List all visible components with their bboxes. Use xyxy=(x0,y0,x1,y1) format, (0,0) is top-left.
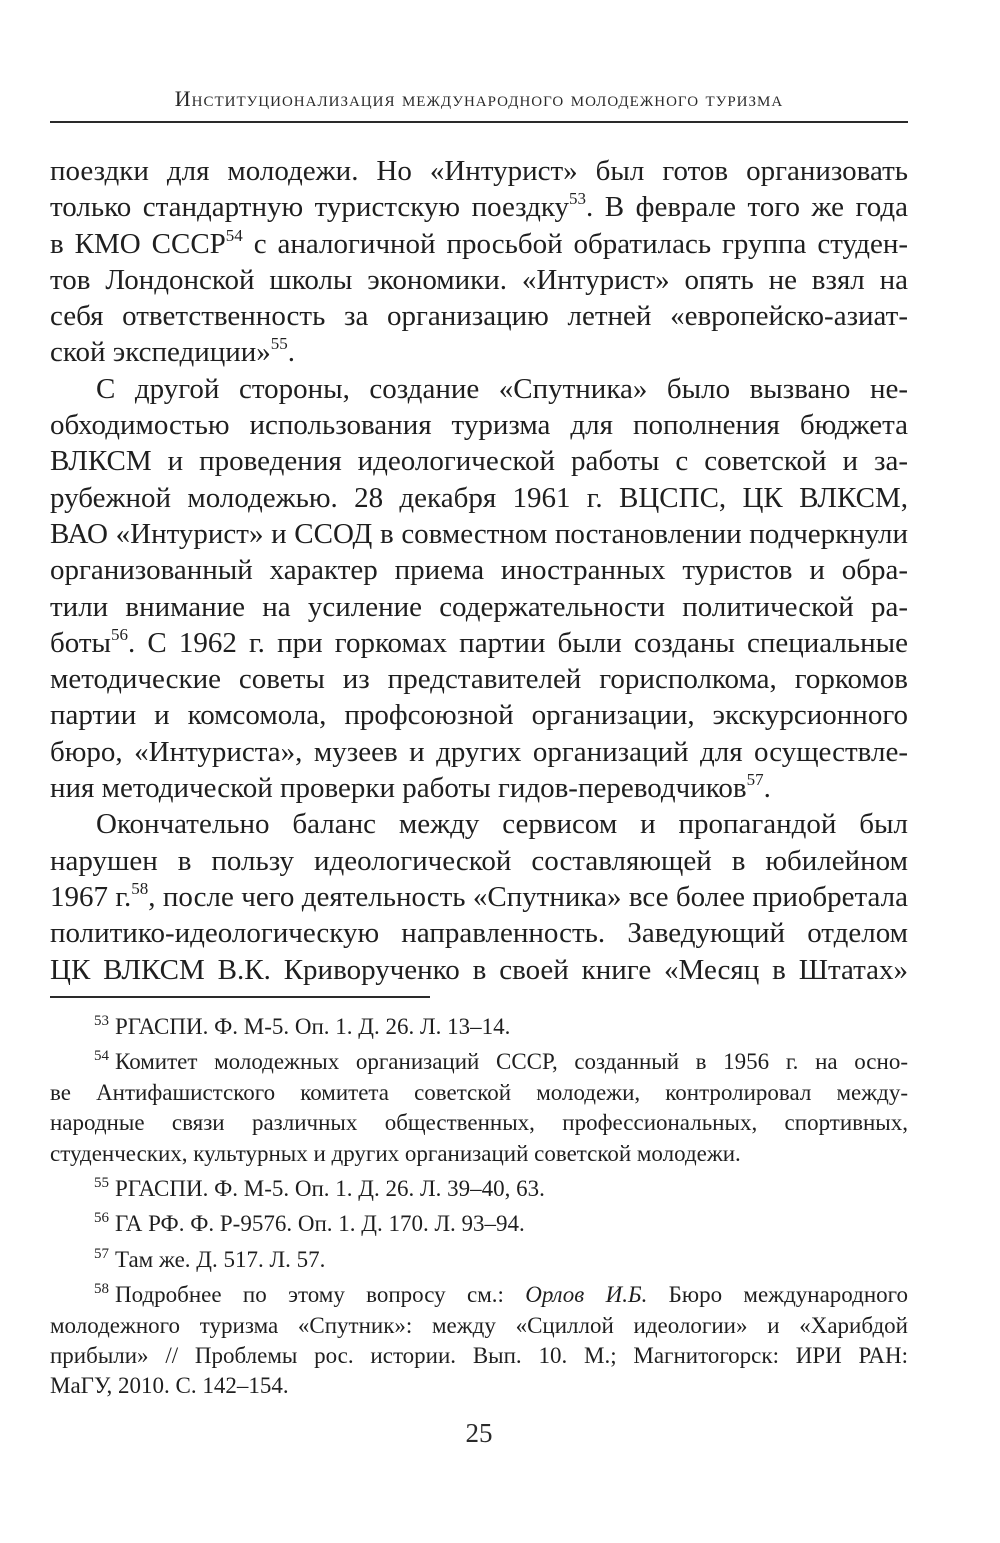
footnote-line: $^{55}$ РГАСПИ. Ф. М-5. Оп. 1. Д. 26. Л. 39–40, 63. xyxy=(94,1175,545,1202)
text-line: Окончательно баланс между сервисом и пропагандой был xyxy=(96,808,908,841)
paragraph-continued xyxy=(50,153,908,371)
footnote-ref-55[interactable]: 55 xyxy=(270,334,288,354)
footnote-number: 55 xyxy=(94,1175,109,1192)
footnote-55 xyxy=(50,1174,908,1204)
paragraph xyxy=(50,806,908,987)
text-line: ВЛКСМ и проведения идеологической работы с советской и за- xyxy=(50,445,908,478)
text-line: только стандартную туристскую поездку$^{53}$. В феврале того же года xyxy=(50,189,908,224)
footnote-line: МаГУ, 2010. С. 142–154. xyxy=(50,1373,289,1399)
text-line: ЦК ВЛКСМ В.К. Криворученко в своей книге «Месяц в Штатах» xyxy=(50,953,908,986)
footnotes xyxy=(50,1012,908,1407)
page-number: 25 xyxy=(465,1418,493,1448)
text-line: тов Лондонской школы экономики. «Интурист» опять не взял на xyxy=(50,263,908,296)
footnote-number: 56 xyxy=(94,1210,109,1227)
text-line: ской экспедиции»$^{55}$. xyxy=(50,334,296,369)
footnote-line: $^{58}$ Подробнее по этому вопросу см.: Орлов И.Б. Бюро международного xyxy=(94,1281,908,1308)
footnote-line: $^{54}$ Комитет молодежных организаций СССР, созданный в 1956 г. на осно- xyxy=(94,1048,908,1075)
text-line: 1967 г.$^{58}$, после чего деятельность «Спутника» все более приобретала xyxy=(50,878,908,913)
footnote-57 xyxy=(50,1245,908,1275)
text-line: партии и комсомола, профсоюзной организации, экскурсионного xyxy=(50,699,908,732)
footnote-line: народные связи различных общественных, профессиональных, спортивных, xyxy=(50,1110,908,1136)
footnote-number: 53 xyxy=(94,1013,109,1029)
footnote-number: 58 xyxy=(94,1281,109,1298)
text-line: политико-идеологическую направленность. Заведующий отделом xyxy=(50,917,908,950)
text-line: бюро, «Интуриста», музеев и других организаций для осуществле- xyxy=(50,735,908,768)
text-line: в КМО СССР$^{54}$ с аналогичной просьбой обратилась группа студен- xyxy=(50,225,908,260)
text-line: поездки для молодежи. Но «Интурист» был готов организовать xyxy=(50,155,908,187)
text-line: боты$^{56}$. С 1962 г. при горкомах партии были созданы специальные xyxy=(50,624,908,659)
footnote-ref-53[interactable]: 53 xyxy=(569,189,587,209)
footnote-ref-54[interactable]: 54 xyxy=(225,225,243,245)
text-line: организованный характер приема иностранных туристов и обра- xyxy=(50,554,908,587)
footnote-58 xyxy=(50,1280,908,1402)
footnote-ref-57[interactable]: 57 xyxy=(746,770,764,790)
footnote-line: ве Антифашистского комитета советской молодежи, контролировал между- xyxy=(50,1079,908,1105)
text-line: ния методической проверки работы гидов-переводчиков$^{57}$. xyxy=(50,770,771,805)
footnote-54 xyxy=(50,1047,908,1169)
footnote-line: молодежного туризма «Спутник»: между «Сциллой идеологии» и «Харибдой xyxy=(50,1312,908,1338)
paragraph xyxy=(50,371,908,807)
footnote-separator xyxy=(50,996,430,998)
footnote-line: $^{57}$ Там же. Д. 517. Л. 57. xyxy=(94,1245,326,1272)
footnote-ref-58[interactable]: 58 xyxy=(131,878,149,898)
footnote-line: $^{53}$ РГАСПИ. Ф. М-5. Оп. 1. Д. 26. Л. 13–14. xyxy=(94,1013,511,1039)
footnote-line: прибыли» // Проблемы рос. истории. Вып. 10. М.; Магнитогорск: ИРИ РАН: xyxy=(50,1343,908,1369)
header-rule xyxy=(50,121,908,123)
text-line: ВАО «Интурист» и ССОД в совместном постановлении подчеркнули xyxy=(50,517,908,550)
footnote-ref-56[interactable]: 56 xyxy=(111,624,129,644)
text-line: рубежной молодежью. 28 декабря 1961 г. ВЦСПС, ЦК ВЛКСМ, xyxy=(50,481,908,514)
footnote-line: студенческих, культурных и других организаций советской молодежи. xyxy=(50,1140,741,1166)
text-line: нарушен в пользу идеологической составляющей в юбилейном xyxy=(50,844,908,877)
footnote-53 xyxy=(50,1012,908,1042)
running-header: Институционализация международного молодежного туризма xyxy=(174,86,784,111)
text-line: обходимостью использования туризма для пополнения бюджета xyxy=(50,409,908,442)
text-line: себя ответственность за организацию летней «европейско-азиат- xyxy=(50,300,908,333)
footnote-line: $^{56}$ ГА РФ. Ф. Р-9576. Оп. 1. Д. 170. Л. 93–94. xyxy=(94,1210,525,1237)
footnote-number: 54 xyxy=(94,1048,109,1065)
text-line: С другой стороны, создание «Спутника» было вызвано не- xyxy=(96,372,908,405)
main-text xyxy=(50,153,908,988)
text-line: тили внимание на усиление содержательности политической ра- xyxy=(50,590,908,623)
footnote-number: 57 xyxy=(94,1245,109,1262)
text-line: методические советы из представителей горисполкома, горкомов xyxy=(50,663,908,696)
footnote-56 xyxy=(50,1209,908,1239)
cited-author: Орлов И.Б. xyxy=(525,1282,648,1308)
